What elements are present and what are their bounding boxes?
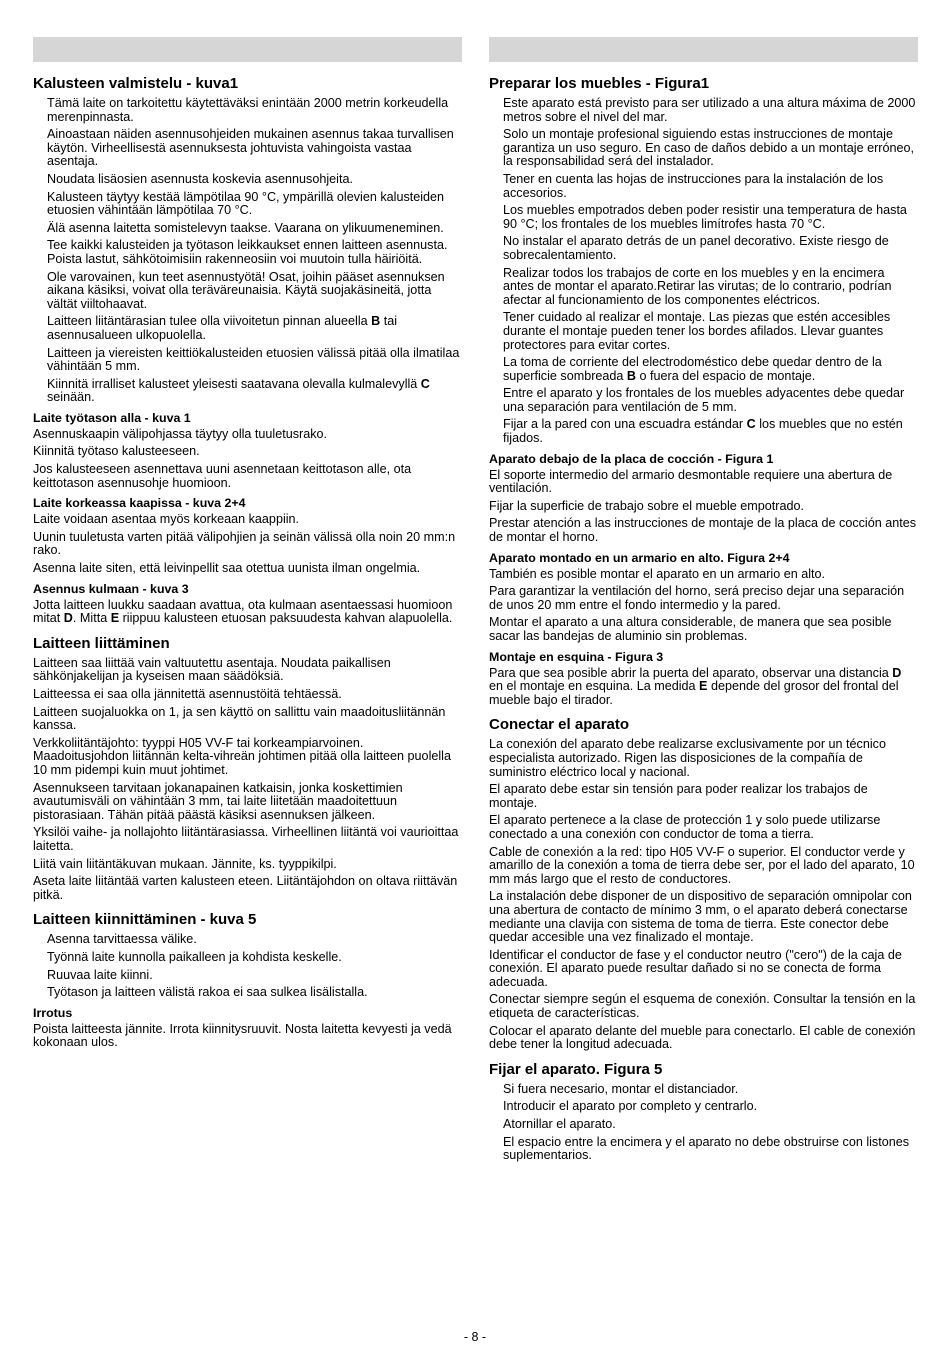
paragraph: El aparato pertenece a la clase de protección 1 y solo puede utilizarse conectado a una conexión con conductor de toma a tierra. [489,813,881,841]
text-run: tai asennusalueen ulkopuolella. [47,314,398,342]
paragraph: Este aparato está previsto para ser utilizado a una altura máxima de 2000 metros sobre el nivel del mar. [503,96,916,124]
text-run: o fuera del espacio de montaje. [636,368,816,383]
paragraph: Tämä laite on tarkoitettu käytettäväksi enintään 2000 metrin korkeudella merenpinnasta. [47,96,449,124]
paragraph: Si fuera necesario, montar el distanciador. [503,1081,739,1096]
column-finnish [33,37,462,1054]
bold-label: B [626,368,637,383]
paragraph: Kalusteen täytyy kestää lämpötilaa 90 °C, ympärillä olevien kalusteiden etuosien vähintään lämpötilaa 70 °C. [47,189,445,218]
text-run: Kiinnitä irralliset kalusteet yleisesti saatavana olevalla kulmalevyllä [47,376,421,391]
text-run: Laitteen liitäntärasian tulee olla viivoitetun pinnan alueella [47,314,372,329]
page-number: - 8 - [463,1330,487,1344]
paragraph: Ainoastaan näiden asennusohjeiden mukainen asennus takaa turvallisen käytön. Virheellisestä asennuksesta johtuvista vahingoista vastaa asentaja. [47,127,454,169]
paragraph: Laitteen saa liittää vain valtuutettu asentaja. Noudata paikallisen sähkönjakelijan ja kyseisen maan säädöksiä. [33,655,391,684]
paragraph: Montar el aparato a una altura considerable, de manera que sea posible sacar las bandejas de aluminio sin problemas. [489,615,892,643]
paragraph: Verkkoliitäntäjohto: tyyppi H05 VV-F tai korkeampiarvoinen. Maadoitusjohdon liitännän kelta-vihreän johtimen pitää olla laitteen puolella 10 mm pidempi kuin muut johtimet. [33,735,451,777]
bold-label: E [699,679,708,694]
paragraph: El espacio entre la encimera y el aparato no debe obstruirse con listones suplementarios. [503,1134,910,1163]
text-run: Fijar a la pared con una escuadra estándar [503,417,747,432]
paragraph: Yksilöi vaihe- ja nollajohto liitäntärasiassa. Virheellinen liitäntä voi vaurioittaa laitetta. [33,825,459,853]
bold-label: E [110,611,120,626]
paragraph: Tee kaikki kalusteiden ja työtason leikkaukset ennen laitteen asennusta. Poista lastut, sähkötoimisiin rakenneosiin voi muutoin tulla häiriöitä. [47,238,448,266]
paragraph: Introducir el aparato por completo y centrarlo. [503,1099,758,1114]
subsection-heading: Laite työtason alla - kuva 1 [33,410,191,425]
paragraph: La conexión del aparato debe realizarse exclusivamente por un técnico especialista autorizado. Rigen las disposiciones de la compañía de suministro eléctrico local y nacional. [489,737,886,779]
paragraph: Uunin tuuletusta varten pitää välipohjien ja seinän välissä olla noin 20 mm:n rako. [33,529,456,558]
header-bar-finnish [33,37,462,62]
text-run: La toma de corriente del electrodoméstico debe quedar dentro de la superficie sombreada [503,355,882,383]
header-bar-spanish [489,37,918,62]
paragraph: Fijar la superficie de trabajo sobre el mueble empotrado. [489,498,805,513]
text-run: seinään. [47,390,95,405]
finnish-content [33,75,462,1050]
paragraph: Ruuvaa laite kiinni. [47,967,153,982]
section-heading: Laitteen kiinnittäminen - kuva 5 [33,911,257,929]
subsection-heading: Aparato debajo de la placa de cocción - Figura 1 [489,451,774,466]
text-run: Para que sea posible abrir la puerta del aparato, observar una distancia [489,665,893,680]
column-spanish [489,37,918,1167]
paragraph: Laitteen suojaluokka on 1, ja sen käyttö on sallittu vain maadoitusliitännän kanssa. [33,704,446,733]
paragraph: Tener cuidado al realizar el montaje. Las piezas que estén accesibles durante el montaje pueden tener los bordes afilados. Llevar guantes protectores para evitar cortes. [503,310,891,352]
paragraph: Työnnä laite kunnolla paikalleen ja kohdista keskelle. [47,949,342,964]
subsection-heading: Irrotus [33,1005,73,1020]
paragraph: Cable de conexión a la red: tipo H05 VV-F o superior. El conductor verde y amarillo de la conexión a toma de tierra debe ser, por el lado del aparato, 10 mm más largo que el resto de conductores. [489,844,915,886]
text-run: los muebles que no estén fijados. [503,417,903,446]
paragraph: Tener en cuenta las hojas de instrucciones para la instalación de los accesorios. [503,171,884,200]
paragraph: Solo un montaje profesional siguiendo estas instrucciones de montaje garantiza un uso seguro. En caso de daños debido a un montaje erróneo, la responsabilidad será del instalador. [503,127,914,169]
paragraph: Työtason ja laitteen välistä rakoa ei saa sulkea lisälistalla. [47,985,368,1000]
paragraph: Asenna laite siten, että leivinpellit saa otettua uunista ilman ongelmia. [33,561,421,576]
paragraph: Asennuskaapin välipohjassa täytyy olla tuuletusrako. [33,426,328,441]
paragraph [33,315,462,342]
paragraph [33,378,462,405]
paragraph: Laitteessa ei saa olla jännitettä asennustöitä tehtäessä. [33,687,342,701]
bold-label: C [746,417,756,432]
paragraph: Asenna tarvittaessa välike. [47,932,197,947]
paragraph: No instalar el aparato detrás de un panel decorativo. Existe riesgo de sobrecalentamiento. [503,234,889,262]
section-heading: Kalusteen valmistelu - kuva1 [33,75,239,92]
paragraph: Laitteen ja viereisten keittiökalusteiden etuosien välissä pitää olla ilmatilaa vähintään 5 mm. [47,345,460,374]
bold-label: C [420,376,430,391]
paragraph: Poista laitteesta jännite. Irrota kiinnitysruuvit. Nosta laitetta kevyesti ja vedä kokonaan ulos. [33,1021,452,1050]
paragraph: Prestar atención a las instrucciones de montaje de la placa de cocción antes de montar el horno. [489,516,917,545]
paragraph [33,599,462,626]
paragraph: También es posible montar el aparato en un armario en alto. [489,566,826,581]
section-heading: Preparar los muebles - Figura1 [489,75,710,92]
paragraph [489,356,918,383]
text-run: riippuu kalusteen etuosan paksuudesta kahvan alapuolella. [119,611,453,626]
paragraph: Atornillar el aparato. [503,1117,616,1132]
text-run: Jotta laitteen luukku saadaan avattua, ota kulmaan asentaessasi huomioon mitat [33,597,453,626]
paragraph: El soporte intermedio del armario desmontable requiere una abertura de ventilación. [489,467,893,496]
section-heading: Fijar el aparato. Figura 5 [489,1060,663,1078]
bold-label: B [371,314,381,329]
paragraph: Noudata lisäosien asennusta koskevia asennusohjeita. [47,171,353,186]
paragraph: Los muebles empotrados deben poder resistir una temperatura de hasta 90 °C; los frontales de los muebles limítrofes hasta 70 °C. [503,203,907,231]
paragraph: Älä asenna laitetta somistelevyn taakse. Vaarana on ylikuumeneminen. [47,220,444,235]
paragraph: Colocar el aparato delante del mueble para conectarlo. El cable de conexión debe tener la longitud adecuada. [489,1023,916,1052]
paragraph: Jos kalusteeseen asennettava uuni asennetaan keittotason alle, ota keittotason asennusohje huomioon. [33,462,412,490]
paragraph: Conectar siempre según el esquema de conexión. Consultar la tensión en la etiqueta de características. [489,992,916,1021]
subsection-heading: Aparato montado en un armario en alto. Figura 2+4 [489,550,790,565]
paragraph: Identificar el conductor de fase y el conductor neutro ("cero") de la caja de conexión. El aparato puede resultar dañado si no se conecta de forma adecuada. [489,947,902,989]
paragraph [489,667,918,708]
bold-label: D [63,611,73,626]
paragraph: Realizar todos los trabajos de corte en los muebles y en la encimera antes de montar el aparato.Retirar las virutas; de lo contrario, podrían afectar al funcionamiento de los componentes eléctricos. [503,265,892,307]
subsection-heading: Asennus kulmaan - kuva 3 [33,581,189,596]
paragraph: Para garantizar la ventilación del horno, será preciso dejar una separación de unos 20 mm entre el fondo intermedio y la pared. [489,584,905,612]
paragraph: Asennukseen tarvitaan jokanapainen katkaisin, jonka koskettimien avautumisväli on vähintään 3 mm, tai laite liitetään maadoitettuun pistorasiaan. Tähän pitää päästä käsiksi asennuksen jälkeen. [33,780,403,822]
section-heading: Conectar el aparato [489,716,630,734]
subsection-heading: Laite korkeassa kaapissa - kuva 2+4 [33,496,246,511]
paragraph: La instalación debe disponer de un dispositivo de separación omnipolar con una abertura de contacto de mínimo 3 mm, o el aparato deberá conectarse mediante una clavija con sistema de toma de tierra. Este conector debe quedar accesible una vez finalizado el montaje. [489,889,912,945]
text-run: en el montaje en esquina. La medida [489,679,700,694]
subsection-heading: Montaje en esquina - Figura 3 [489,649,664,664]
paragraph: Kiinnitä työtaso kalusteeseen. [33,444,200,459]
paragraph: Ole varovainen, kun teet asennustyötä! Osat, joihin pääset asennuksen aikana käsiksi, voivat olla teräväreunaisia. Käytä suojakäsineitä, jotta vältät viiltohaavat. [47,269,445,311]
paragraph: Entre el aparato y los frontales de los muebles adyacentes debe quedar una separación para ventilación de 5 mm. [503,386,905,414]
paragraph: El aparato debe estar sin tensión para poder realizar los trabajos de montaje. [489,782,868,810]
bold-label: D [892,665,902,680]
paragraph: Laite voidaan asentaa myös korkeaan kaappiin. [33,512,300,527]
paragraph: Liitä vain liitäntäkuvan mukaan. Jännite, ks. tyyppikilpi. [33,856,337,871]
spanish-content [489,75,918,1163]
paragraph [489,418,918,445]
section-heading: Laitteen liittäminen [33,634,170,652]
text-run: . Mitta [72,611,111,626]
text-run: depende del grosor del frontal del mueble bajo el tirador. [489,679,899,707]
paragraph: Aseta laite liitäntää varten kalusteen eteen. Liitäntäjohdon on oltava riittävän pitkä. [33,874,458,902]
